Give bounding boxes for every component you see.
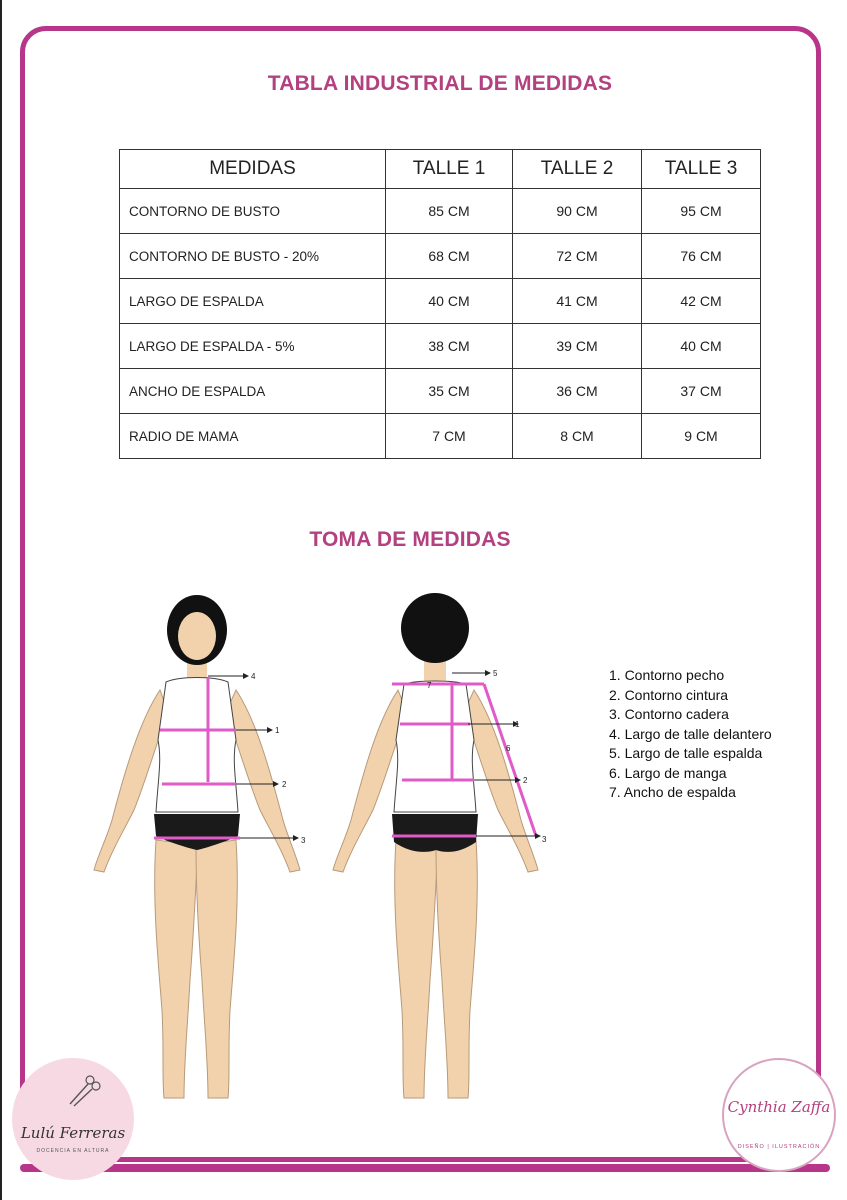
legend-item: 2. Contorno cintura xyxy=(609,686,729,703)
row-label: ANCHO DE ESPALDA xyxy=(120,369,386,414)
marker-label: 3 xyxy=(542,835,547,844)
page-title: TABLA INDUSTRIAL DE MEDIDAS xyxy=(267,72,613,95)
table-cell: 90 CM xyxy=(513,189,642,234)
table-cell: 9 CM xyxy=(642,414,761,459)
legend-item: 1. Contorno pecho xyxy=(609,667,725,683)
table-cell: 37 CM xyxy=(642,369,761,414)
table-cell: 72 CM xyxy=(513,234,642,279)
column-header: TALLE 2 xyxy=(513,150,642,189)
marker-label: 5 xyxy=(493,669,498,678)
table-cell: 40 CM xyxy=(642,324,761,369)
table-cell: 36 CM xyxy=(513,369,642,414)
section-title: TOMA DE MEDIDAS xyxy=(309,528,511,551)
row-label: CONTORNO DE BUSTO - 20% xyxy=(120,234,386,279)
back-figure xyxy=(333,593,547,1098)
table-cell: 76 CM xyxy=(642,234,761,279)
marker-label: 1 xyxy=(275,726,280,735)
marker-label: 7 xyxy=(427,681,432,690)
table-cell: 95 CM xyxy=(642,189,761,234)
table-cell: 85 CM xyxy=(386,189,513,234)
marker-label: 6 xyxy=(506,744,511,753)
front-figure xyxy=(94,595,306,1098)
table-cell: 40 CM xyxy=(386,279,513,324)
marker-label: 1 xyxy=(515,720,520,729)
legend-item: 3. Contorno cadera xyxy=(609,706,729,722)
table-cell: 41 CM xyxy=(513,279,642,324)
legend-item: 5. Largo de talle espalda xyxy=(609,745,763,761)
column-header: TALLE 3 xyxy=(642,150,761,189)
table-cell: 38 CM xyxy=(386,324,513,369)
row-label: LARGO DE ESPALDA xyxy=(120,279,386,324)
row-label: CONTORNO DE BUSTO xyxy=(120,189,386,234)
table-cell: 42 CM xyxy=(642,279,761,324)
marker-label: 2 xyxy=(282,780,287,789)
column-header: MEDIDAS xyxy=(120,150,386,189)
marker-label: 2 xyxy=(523,776,528,785)
marker-label: 4 xyxy=(251,672,256,681)
lulu-ferreras-logo xyxy=(12,1058,134,1180)
logo-signature: Cynthia Zaffa xyxy=(727,1098,831,1116)
marker-label: 3 xyxy=(301,836,306,845)
table-cell: 8 CM xyxy=(513,414,642,459)
table-cell: 35 CM xyxy=(386,369,513,414)
scissors-icon xyxy=(12,1058,134,1128)
legend-item: 7. Ancho de espalda xyxy=(609,784,736,800)
logo-name: Lulú Ferreras xyxy=(20,1124,126,1142)
table-cell: 68 CM xyxy=(386,234,513,279)
row-label: RADIO DE MAMA xyxy=(120,414,386,459)
measurement-legend xyxy=(609,666,772,803)
legend-item: 6. Largo de manga xyxy=(609,764,727,781)
logo-subtitle: DISEÑO | ILUSTRACIÓN xyxy=(737,1144,821,1150)
table-cell: 7 CM xyxy=(386,414,513,459)
cynthia-logo xyxy=(722,1058,836,1172)
legend-item: 4. Largo de talle delantero xyxy=(609,725,772,742)
column-header: TALLE 1 xyxy=(386,150,513,189)
table-cell: 39 CM xyxy=(513,324,642,369)
row-label: LARGO DE ESPALDA - 5% xyxy=(120,324,386,369)
logo-subtitle: DOCENCIA EN ALTURA xyxy=(36,1148,110,1154)
